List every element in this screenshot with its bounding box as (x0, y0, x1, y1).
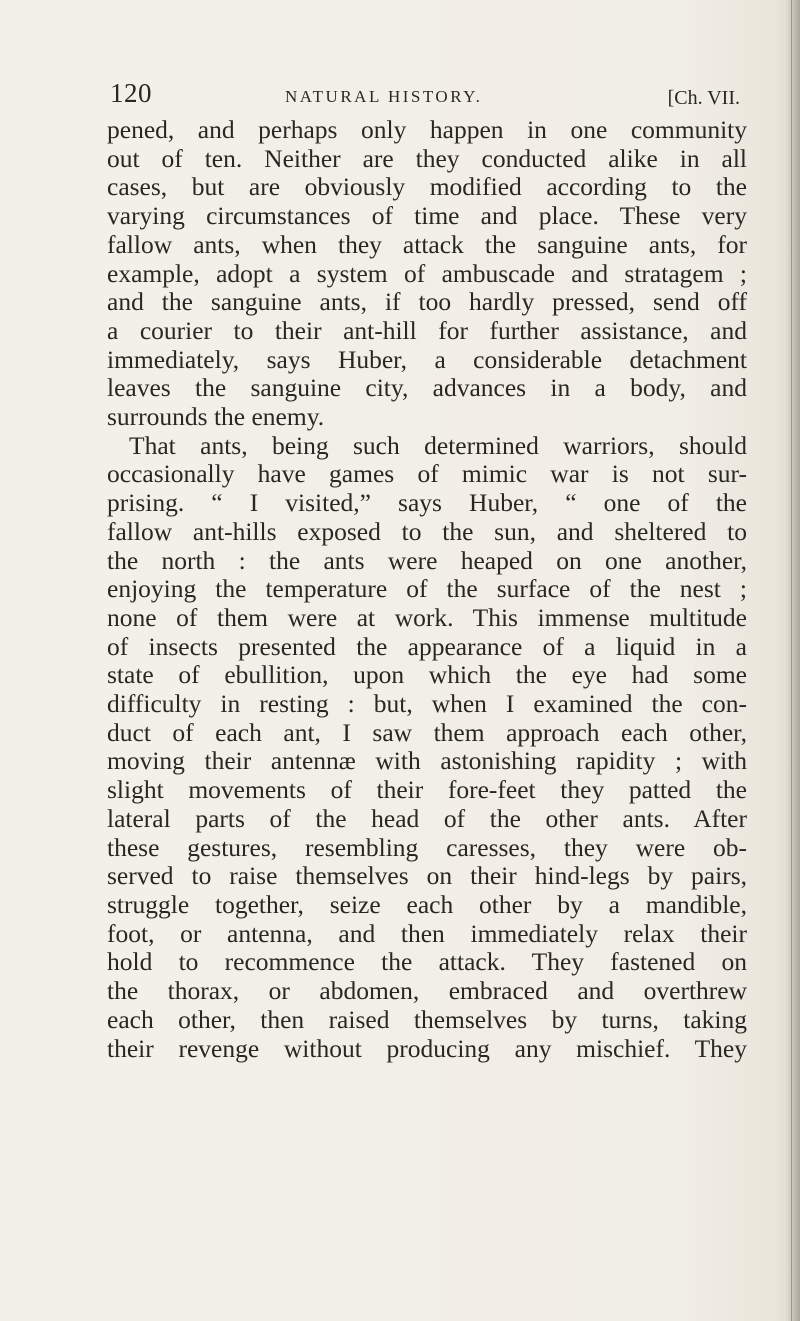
text-line: served to raise themselves on their hind-legs by pairs, (107, 861, 747, 891)
text-line: lateral parts of the head of the other ants. After (107, 803, 747, 833)
running-head: NATURAL HISTORY. (285, 87, 483, 106)
text-line: cases, but are obviously modified according to the (107, 172, 747, 202)
text-line: foot, or antenna, and then immediately relax their (107, 918, 747, 948)
text-line: and the sanguine ants, if too hardly pressed, send off (107, 287, 747, 317)
text-line: slight movements of their fore-feet they patted the (107, 775, 747, 805)
text-line: each other, then raised themselves by turns, taking (107, 1004, 747, 1034)
text-line: struggle together, seize each other by a mandible, (107, 889, 747, 919)
text-line: moving their antennæ with astonishing rapidity ; with (107, 746, 747, 776)
page-number: 120 (110, 78, 152, 108)
page-header (110, 78, 740, 112)
text-line: hold to recommence the attack. They fastened on (107, 947, 747, 977)
text-line: pened, and perhaps only happen in one community (107, 115, 747, 144)
page-edge-line (791, 0, 792, 1321)
chapter-label: [Ch. VII. (667, 87, 740, 109)
text-line: their revenge without producing any mischief. They (107, 1033, 747, 1063)
text-line: out of ten. Neither are they conducted alike in all (107, 143, 747, 173)
text-line: the thorax, or abdomen, embraced and overthrew (107, 976, 747, 1006)
text-line-paragraph-end: surrounds the enemy. (107, 402, 325, 432)
text-line: a courier to their ant-hill for further assistance, and (107, 315, 747, 345)
text-line: prising. “ I visited,” says Huber, “ one of the (107, 488, 747, 518)
text-line: occasionally have games of mimic war is not sur- (107, 459, 747, 489)
text-line: example, adopt a system of ambuscade and stratagem ; (107, 258, 747, 288)
text-line-paragraph-start: That ants, being such determined warriors, should (129, 430, 747, 460)
text-line: leaves the sanguine city, advances in a body, and (107, 373, 747, 403)
text-line: difficulty in resting : but, when I examined the con- (107, 689, 747, 719)
text-line: these gestures, resembling caresses, they were ob- (107, 832, 747, 862)
text-line: varying circumstances of time and place. These very (107, 201, 747, 231)
text-line: none of them were at work. This immense multitude (107, 602, 747, 632)
text-line: duct of each ant, I saw them approach each other, (107, 717, 747, 747)
text-line: fallow ants, when they attack the sanguine ants, for (107, 229, 747, 259)
text-line: state of ebullition, upon which the eye had some (107, 660, 747, 690)
text-line: of insects presented the appearance of a liquid in a (107, 631, 747, 661)
text-line: the north : the ants were heaped on one another, (107, 545, 747, 575)
text-line: enjoying the temperature of the surface of the nest ; (107, 574, 747, 604)
text-line: immediately, says Huber, a considerable detachment (107, 344, 747, 374)
page-edge-shadow (786, 0, 800, 1321)
body-text (107, 116, 747, 1063)
text-line: fallow ant-hills exposed to the sun, and sheltered to (107, 516, 747, 546)
